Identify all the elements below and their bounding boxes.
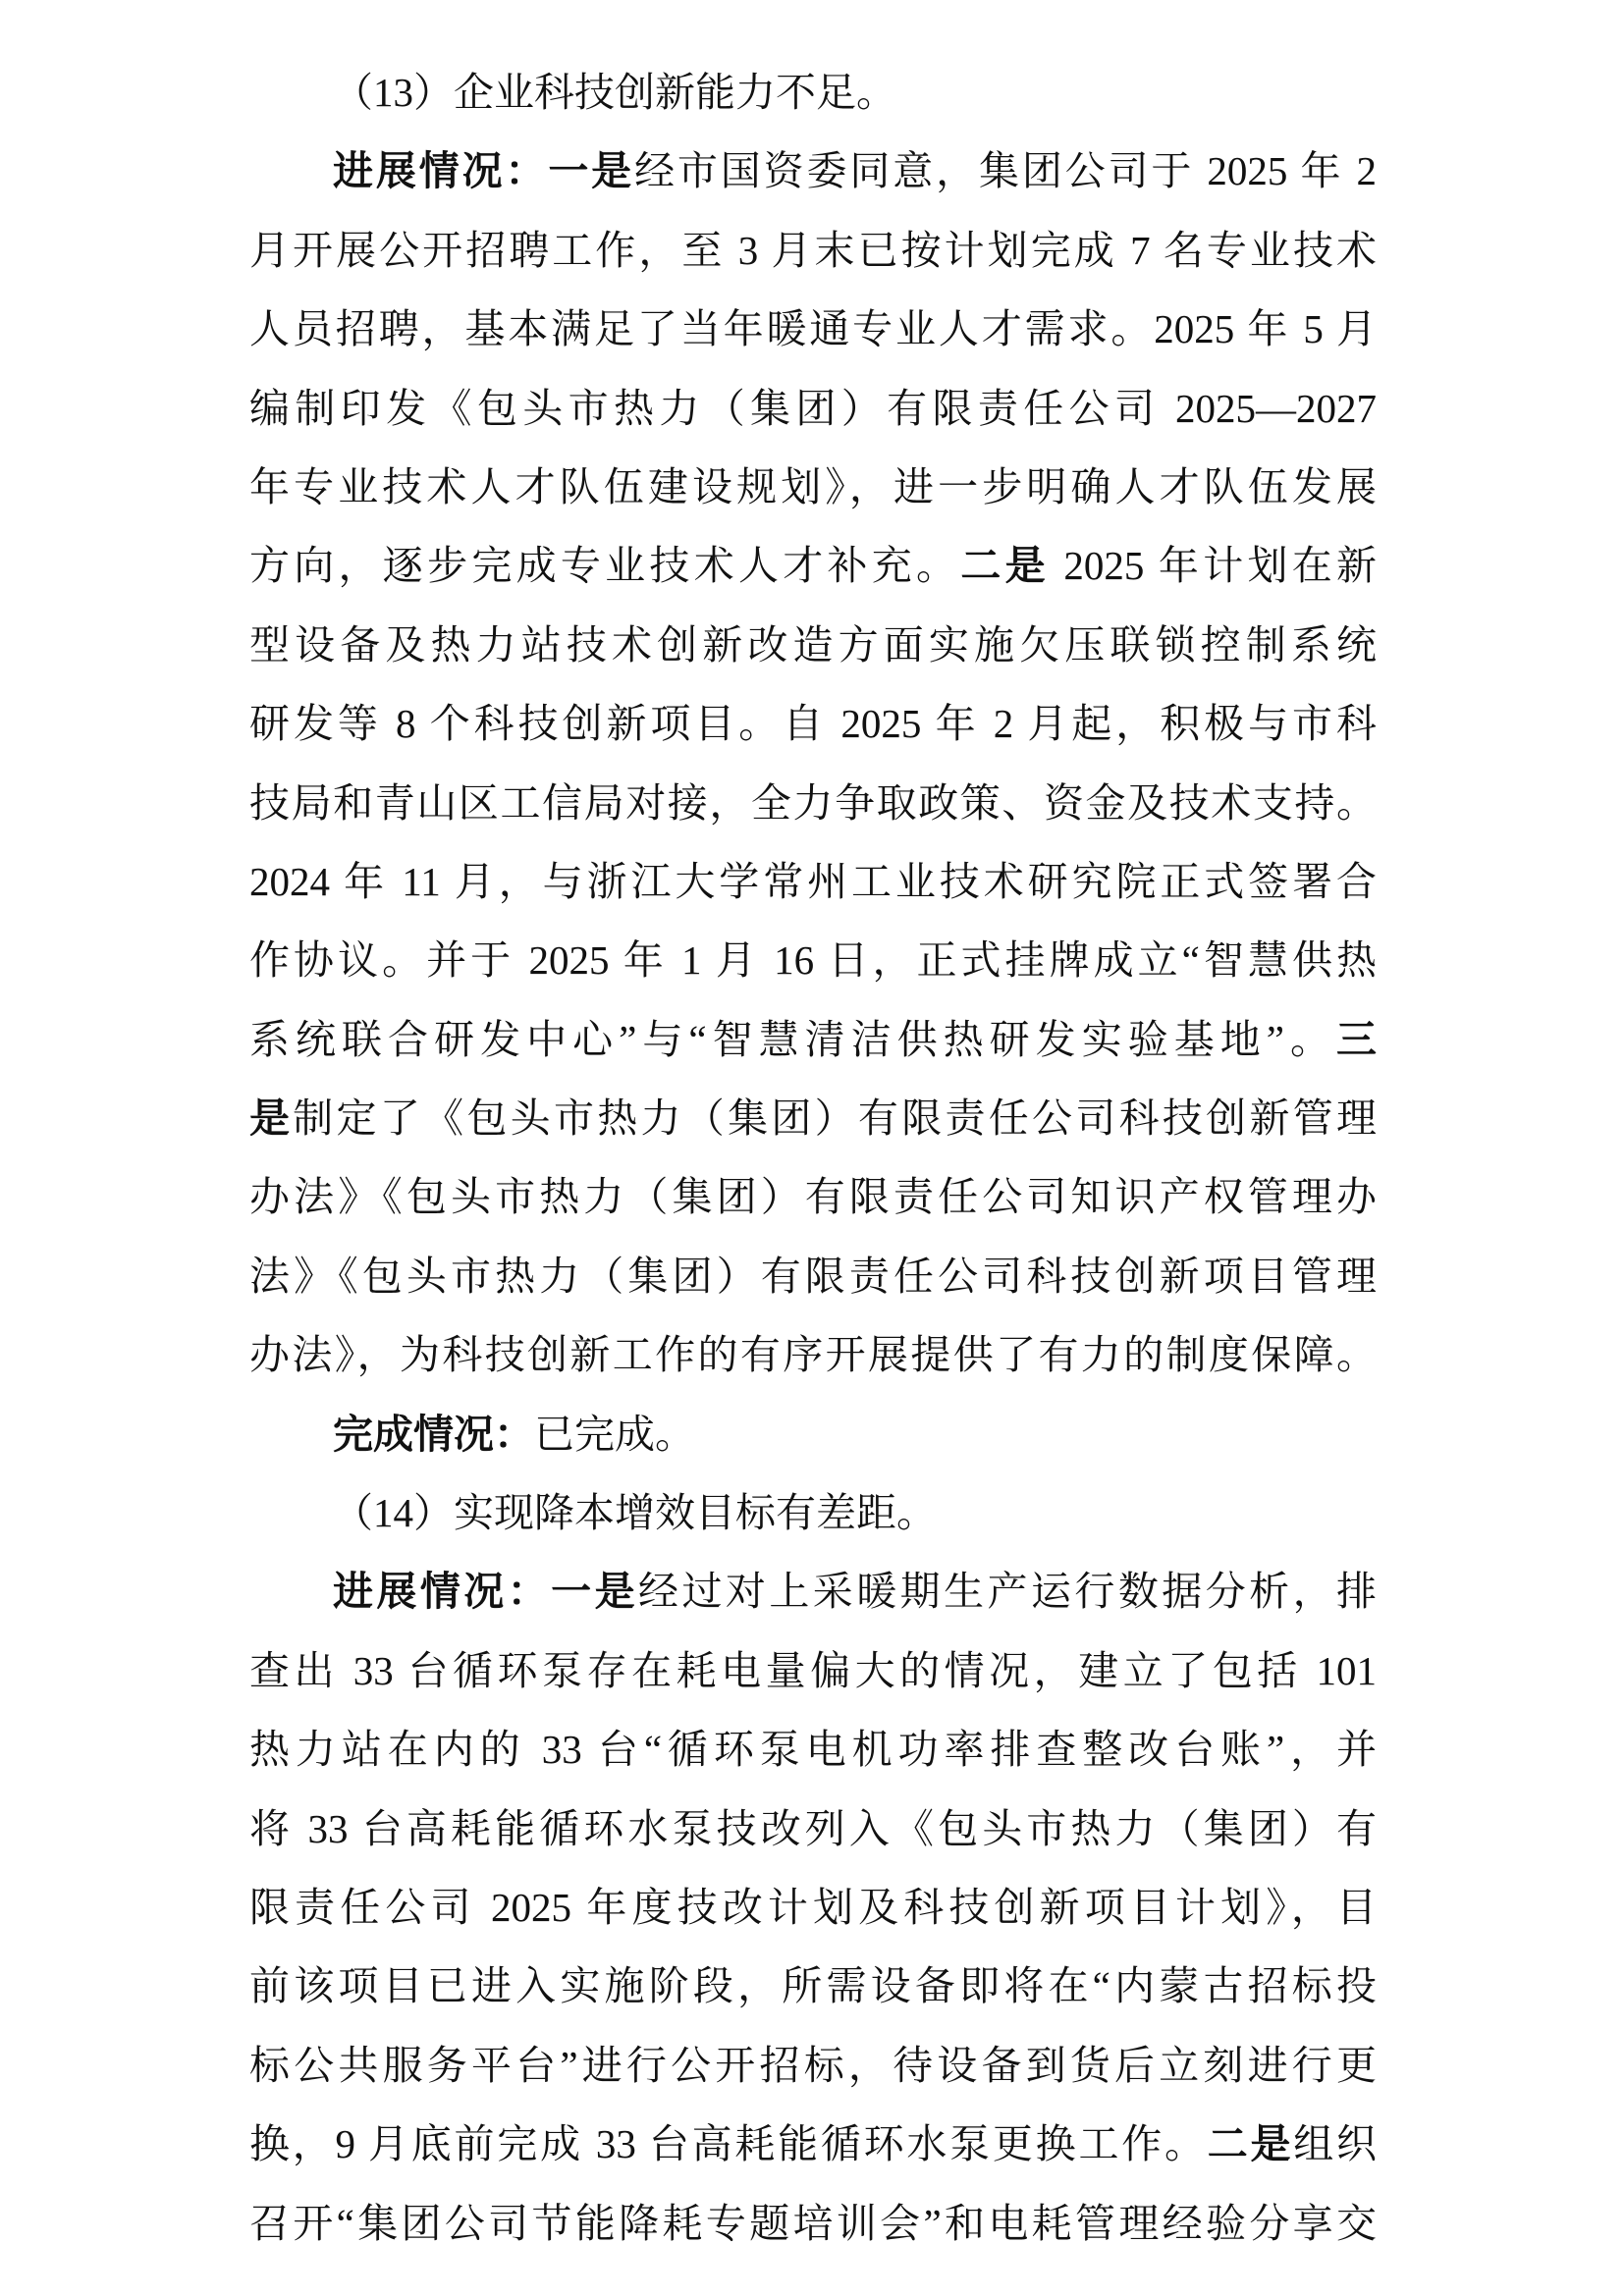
- body-line: [249, 921, 1377, 999]
- body-line: [249, 369, 1377, 448]
- body-line: [249, 2105, 1377, 2183]
- heading-13: [249, 53, 1377, 132]
- body-line: [249, 1631, 1377, 1710]
- body-line: [249, 448, 1377, 526]
- body-line: [249, 606, 1377, 684]
- body-line: [249, 211, 1377, 290]
- bold-run: 是: [249, 1095, 294, 1142]
- text-run: 法》《包头市热力（集团）有限责任公司科技创新项目管理: [249, 1253, 1377, 1299]
- body-line: [249, 2026, 1377, 2105]
- body-line: [249, 290, 1377, 368]
- heading-14: [249, 1473, 1377, 1552]
- body-line: [249, 1789, 1377, 1868]
- completion-status-13: [249, 1395, 1377, 1473]
- body-line: [249, 1237, 1377, 1315]
- text-run: 研发等 8 个科技创新项目。自 2025 年 2 月起，积极与市科: [249, 701, 1377, 747]
- body-line: [249, 1868, 1377, 1947]
- bold-run: 三: [1336, 1016, 1377, 1062]
- progress-13-line: [249, 132, 1377, 210]
- text-run: 2024 年 11 月，与浙江大学常州工业技术研究院正式签署合: [249, 858, 1377, 904]
- text-run: 办法》，为科技创新工作的有序开展提供了有力的制度保障。: [249, 1332, 1377, 1378]
- body-line: [249, 1157, 1377, 1236]
- text-run: 制定了《包头市热力（集团）有限责任公司科技创新管理: [293, 1095, 1377, 1142]
- text-run: （14）实现降本增效目标有差距。: [333, 1490, 937, 1536]
- body-line: [249, 1315, 1377, 1394]
- text-run: （13）企业科技创新能力不足。: [333, 70, 896, 115]
- text-run: 召开“集团公司节能降耗专题培训会”和电耗管理经验分享交: [249, 2200, 1377, 2246]
- bold-run: 进展情况：一是: [333, 1569, 639, 1615]
- text-run: 将 33 台高耗能循环水泵技改列入《包头市热力（集团）有: [249, 1805, 1377, 1851]
- text-run: 月开展公开招聘工作，至 3 月末已按计划完成 7 名专业技术: [249, 227, 1377, 273]
- body-line: [249, 1947, 1377, 2025]
- bold-run: 进展情况：一是: [333, 148, 635, 194]
- document-page: [249, 53, 1377, 2263]
- text-run: 人员招聘，基本满足了当年暖通专业人才需求。2025 年 5 月: [249, 306, 1377, 352]
- text-run: 方向，逐步完成专业技术人才补充。: [249, 543, 961, 589]
- progress-14-line: [249, 1552, 1377, 1630]
- body-line: [249, 842, 1377, 921]
- body-line: [249, 1079, 1377, 1157]
- bold-run: 二是: [1207, 2121, 1294, 2167]
- text-run: 热力站在内的 33 台“循环泵电机功率排查整改台账”，并: [249, 1727, 1377, 1773]
- text-run: 查出 33 台循环泵存在耗电量偏大的情况，建立了包括 101: [249, 1647, 1377, 1693]
- text-run: 2025 年计划在新: [1049, 543, 1378, 589]
- text-run: 作协议。并于 2025 年 1 月 16 日，正式挂牌成立“智慧供热: [249, 937, 1377, 984]
- body-line: [249, 2184, 1377, 2263]
- text-run: 经过对上采暖期生产运行数据分析，排: [638, 1569, 1378, 1615]
- text-run: 限责任公司 2025 年度技改计划及科技创新项目计划》，目: [249, 1884, 1377, 1930]
- text-run: 技局和青山区工信局对接，全力争取政策、资金及技术支持。: [249, 779, 1377, 826]
- body-line: [249, 684, 1377, 763]
- text-run: 已完成。: [534, 1411, 695, 1457]
- text-run: 型设备及热力站技术创新改造方面实施欠压联锁控制系统: [249, 621, 1377, 667]
- text-run: 组织: [1293, 2121, 1378, 2167]
- body-line: [249, 764, 1377, 842]
- text-run: 办法》《包头市热力（集团）有限责任公司知识产权管理办: [249, 1174, 1377, 1220]
- body-line: [249, 1000, 1377, 1079]
- text-run: 系统联合研发中心”与“智慧清洁供热研发实验基地”。: [249, 1016, 1336, 1062]
- body-line: [249, 1710, 1377, 1789]
- text-run: 换，9 月底前完成 33 台高耗能循环水泵更换工作。: [249, 2121, 1208, 2167]
- bold-run: 完成情况：: [333, 1411, 534, 1457]
- text-run: 标公共服务平台”进行公开招标，待设备到货后立刻进行更: [249, 2042, 1377, 2088]
- bold-run: 二是: [960, 543, 1050, 589]
- body-line: [249, 526, 1377, 605]
- text-run: 经市国资委同意，集团公司于 2025 年 2: [634, 148, 1378, 194]
- text-run: 前该项目已进入实施阶段，所需设备即将在“内蒙古招标投: [249, 1963, 1377, 2009]
- text-run: 年专业技术人才队伍建设规划》，进一步明确人才队伍发展: [249, 463, 1377, 509]
- text-run: 编制印发《包头市热力（集团）有限责任公司 2025—2027: [249, 385, 1377, 431]
